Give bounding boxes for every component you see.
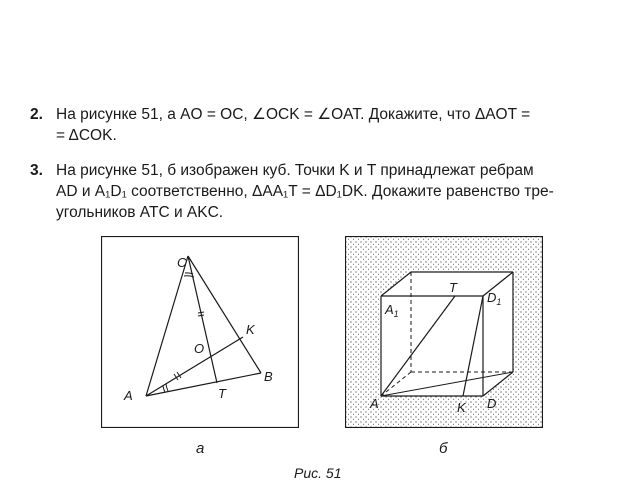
problem-2-number: 2.: [30, 106, 43, 123]
figure-a-drawing: [101, 236, 299, 428]
point-c-label: C: [177, 255, 187, 270]
point-d1-subscript: 1: [496, 297, 502, 307]
figure-a: [101, 236, 299, 428]
point-d-label: D: [487, 396, 497, 411]
problem-3-text-1: На рисунке 51, б изображен куб. Точки K и T принадлежат ребрам: [56, 162, 534, 179]
figure-caption: Рис. 51: [294, 466, 342, 480]
problem-2-line-2: = ΔCOK.: [56, 127, 117, 144]
problem-2-text-1: На рисунке 51, а AO = OC, ∠OCK = ∠OAT. Докажите, что ΔAOT =: [56, 106, 531, 123]
point-t-label: T: [449, 280, 457, 295]
problem-2: [30, 104, 615, 146]
figure-b-drawing: [345, 236, 543, 428]
point-a1-label: $A_1$: [385, 302, 399, 319]
problem-3-line-2: AD и A₁D₁ соответственно, ΔAA₁T = ΔD₁DK. Докажите равенство тре-: [56, 183, 554, 200]
point-k-label: K: [246, 322, 255, 337]
problem-2-line-1: [30, 104, 615, 125]
problem-3: [30, 160, 615, 223]
point-t-label: T: [218, 386, 226, 401]
problem-3-line-3: угольников ATC и AKC.: [56, 204, 224, 221]
point-a1-subscript: 1: [393, 309, 399, 319]
point-a-label: A: [370, 396, 379, 411]
point-d1-label: $D_1$: [487, 290, 502, 307]
point-a-label: A: [124, 388, 133, 403]
problem-3-number: 3.: [30, 162, 43, 179]
point-k-label: K: [457, 400, 466, 415]
figure-a-label: а: [196, 440, 205, 457]
problem-3-line-1: [30, 160, 615, 181]
figure-b: [345, 236, 543, 428]
point-o-label: O: [194, 341, 205, 356]
point-b-label: B: [264, 369, 273, 384]
figure-b-label: б: [439, 440, 448, 457]
